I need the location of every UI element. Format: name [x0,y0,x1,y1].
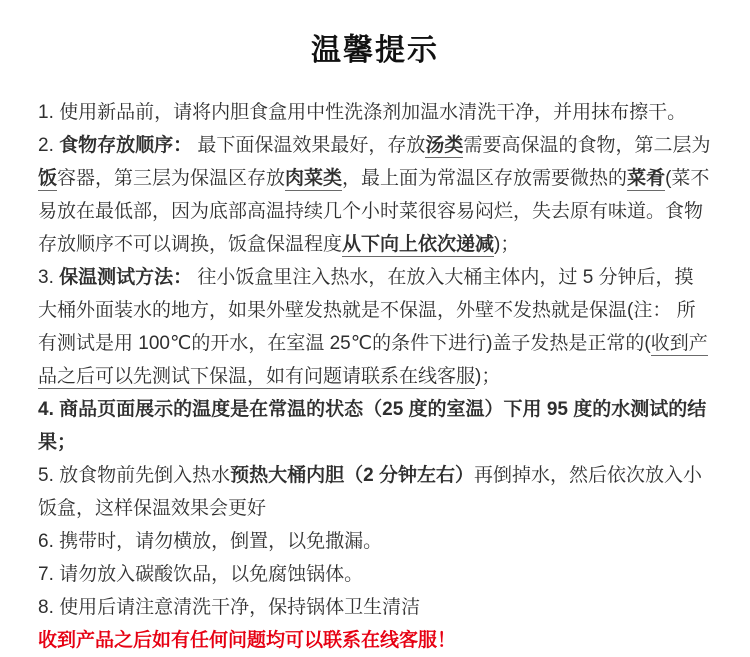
notice-item [38,393,712,459]
text-segment: (菜不易放在最低部，因为底部高温持续几个小时菜很容易闷烂，失去原有味道。食物存放顺序不可以调换，饭盒保温程度 [38,168,710,255]
text-segment: 7. 请勿放入碳酸饮品，以免腐蚀锅体。 [38,564,364,585]
page-title: 温馨提示 [311,34,439,67]
notice-item [38,459,712,525]
notice-item [38,129,712,261]
text-segment: 3. [38,267,60,288]
text-segment: 5. 放食物前先倒入热水 [38,465,231,486]
text-segment: 需要高保温的食物，第二层为 [463,135,711,156]
text-segment: 收到产品之后如有任何问题均可以联系在线客服！ [38,630,457,651]
text-segment: 食物存放顺序： [59,135,193,156]
text-segment: 肉菜类 [285,168,343,189]
notice-list [38,96,712,657]
text-segment: 容器，第三层为保温区存放 [57,168,286,189]
text-segment: 收到产品之后可以先测试下保温，如有问题请联系在线客服 [38,333,708,387]
text-segment: 饭 [38,168,58,189]
text-segment: 最下面保温效果最好，存放 [192,135,426,156]
notice-item [38,261,712,393]
text-segment: 往小饭盒里注入热水，在放入大桶主体内，过 5 分钟后，摸大桶外面装水的地方，如果外壁发热就是不保温，外壁不发热就是保温(注： 所有测试是用 100℃的开水，在室温 25℃的条件下进行)盖子发热是正常的( [38,267,696,354]
text-segment: 预热大桶内胆（2 分钟左右） [230,465,474,486]
text-segment: 从下向上依次递减 [342,234,495,255]
text-segment: 保温测试方法： [59,267,193,288]
text-segment: )； [494,234,520,255]
text-segment: 6. 携带时，请勿横放，倒置，以免撒漏。 [38,531,383,552]
text-segment: 汤类 [425,135,464,156]
service-note [38,624,712,657]
text-segment: 8. 使用后请注意清洗干净，保持锅体卫生清洁 [38,597,421,618]
text-segment: 再倒掉水，然后依次放入小饭盒，这样保温效果会更好 [38,465,703,519]
text-segment: )； [475,366,501,387]
text-segment: ，最上面为常温区存放需要微热的 [342,168,628,189]
text-segment: 菜肴 [627,168,666,189]
notice-item [38,591,712,624]
notice-item [38,96,712,129]
notice-item [38,525,712,558]
text-segment: 2. [38,135,60,156]
text-segment: 1. 使用新品前，请将内胆食盒用中性洗涤剂加温水清洗干净，并用抹布擦干。 [38,102,687,123]
text-segment: 4. 商品页面展示的温度是在常温的状态（25 度的室温）下用 95 度的水测试的结果； [38,399,707,453]
notice-item [38,558,712,591]
